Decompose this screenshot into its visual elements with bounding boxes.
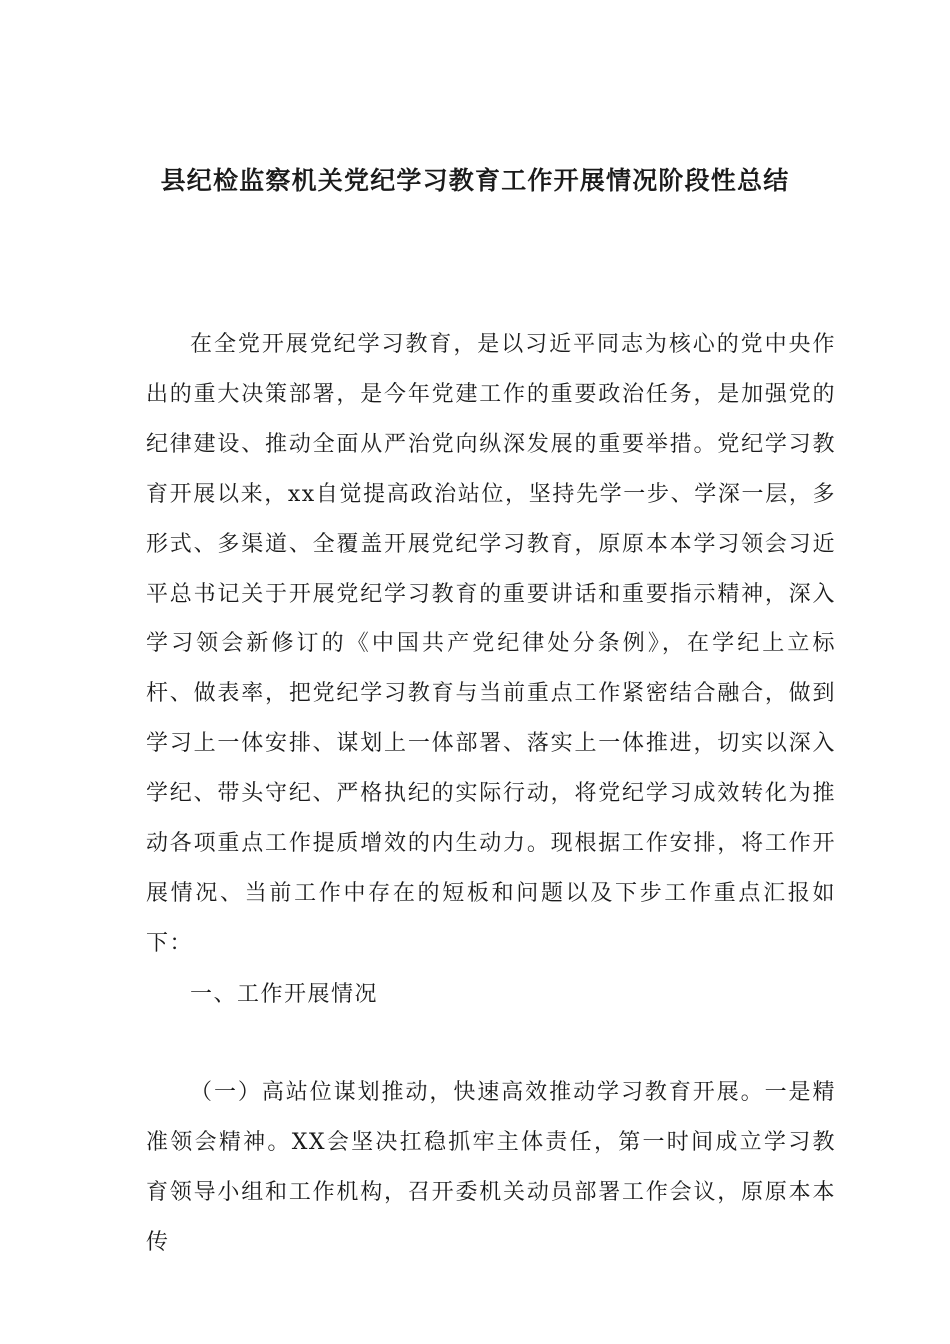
intro-paragraph: 在全党开展党纪学习教育，是以习近平同志为核心的党中央作出的重大决策部署，是今年党建工作的重要政治任务，是加强党的纪律建设、推动全面从严治党向纵深发展的重要举措。党纪学习教育开展以来，xx自觉提高政治站位，坚持先学一步、学深一层，多形式、多渠道、全覆盖开展党纪学习教育，原原本本学习领会习近平总书记关于开展党纪学习教育的重要讲话和重要指示精神，深入学习领会新修订的《中国共产党纪律处分条例》，在学纪上立标杆、做表率，把党纪学习教育与当前重点工作紧密结合融合，做到学习上一体安排、谋划上一体部署、落实上一体推进，切实以深入学纪、带头守纪、严格执纪的实际行动，将党纪学习成效转化为推动各项重点工作提质增效的内生动力。现根据工作安排，将工作开展情况、当前工作中存在的短板和问题以及下步工作重点汇报如下： [146,332,836,956]
section-paragraph: （一）高站位谋划推动，快速高效推动学习教育开展。一是精准领会精神。XX会坚决扛稳抓牢主体责任，第一时间成立学习教育领导小组和工作机构，召开委机关动员部署工作会议，原原本本传 [146,1080,836,1255]
section-heading: 一、工作开展情况 [190,982,379,1007]
document-title: 县纪检监察机关党纪学习教育工作开展情况阶段性总结 [160,166,790,195]
